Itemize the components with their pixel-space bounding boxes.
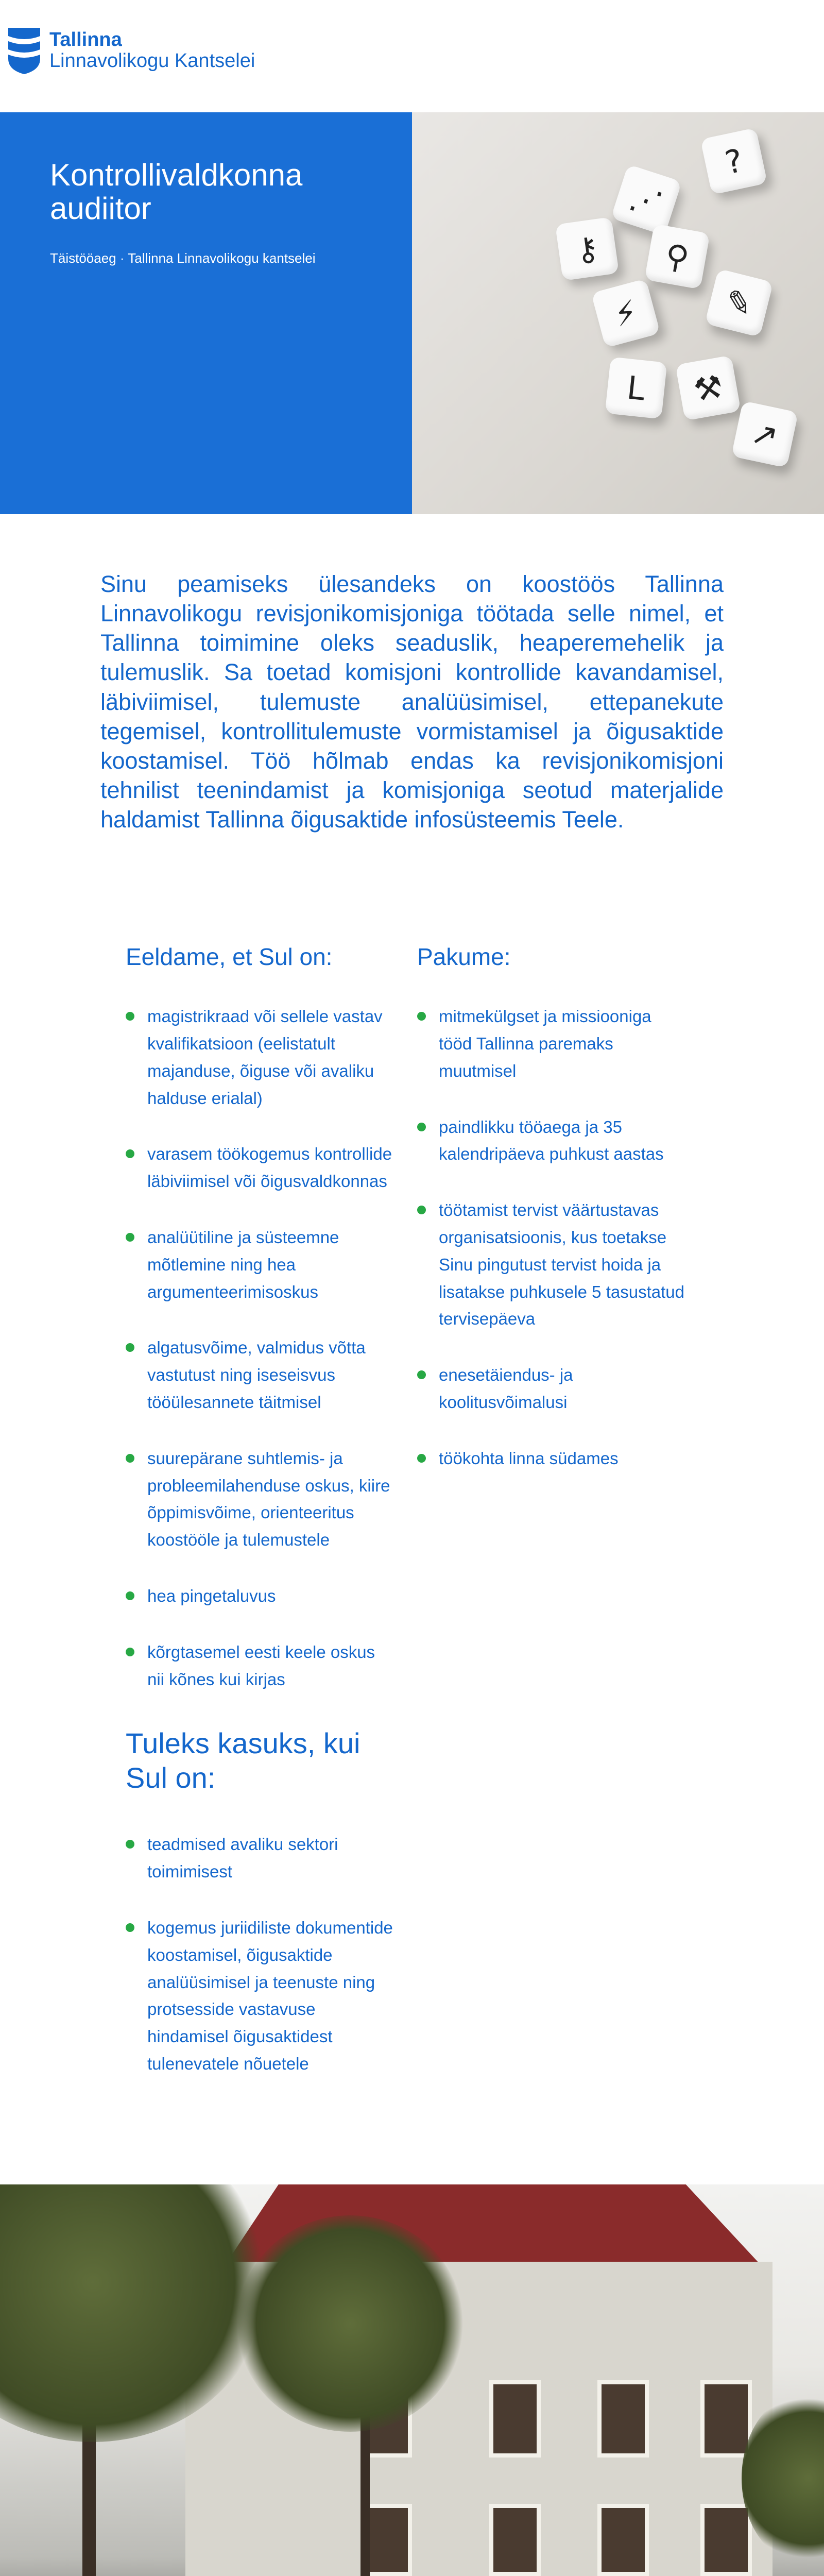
list-item: hea pingetaluvus [126,1583,393,1610]
list-item: magistrikraad või sellele vastav kvalifikatsioon (eelistatult majanduse, õiguse või avaliku halduse erialal) [126,1003,393,1112]
offer-heading: Pakume: [417,943,511,970]
brand-logo[interactable] [6,26,255,75]
requirements-heading: Eeldame, et Sul on: [126,943,333,970]
list-item: suurepärane suhtlemis- ja probleemilahenduse oskus, kiire õppimisvõime, orienteeritus koostööle ja tulemustele [126,1445,393,1554]
list-item: kogemus juriidiliste dokumentide koostamisel, õigusaktide analüüsimisel ja teenuste ning protsesside vastavuse hindamisel õigusaktidest tulenevatele nõuetele [126,1914,393,2078]
window [597,2380,649,2458]
job-subtitle: Täistööaeg · Tallinna Linnavolikogu kantselei [50,250,316,266]
advantage-section [126,1726,393,2107]
top-header [0,0,824,112]
requirements-section [126,943,393,1722]
window [489,2380,541,2458]
list-item: varasem töökogemus kontrollide läbiviimisel või õigusvaldkonnas [126,1141,393,1195]
list-item: algatusvõime, valmidus võtta vastutust ning iseseisvus tööülesannete täitmisel [126,1334,393,1416]
brand-name [49,29,255,72]
brand-line1: Tallinna [49,28,122,50]
advantage-list [126,1831,393,2077]
pattern-die-icon: ⋰ [611,164,682,236]
list-item: paindlikku tööaega ja 35 kalendripäeva puhkust aastas [417,1114,685,1168]
writing-die-icon: ✎ [705,268,773,337]
keyhole-die-icon: ⚷ [555,217,619,281]
job-description: Sinu peamiseks ülesandeks on koostöös Tallinna Linnavolikogu revisjonikomisjoniga töötada selle nimel, et Tallinna toimimine oleks seaduslik, heaperemehelik ja tulemuslik. Sa toetad komisjoni kontrollide kavandamisel, läbiviimisel, tulemuste analüüsimisel, ettepanekute tegemisel, kontrollitulemuste vormistamisel ja õigusaktide koostamisel. Töö hõlmab endas ka revisjonikomisjoni tehnilist teenindamist ja komisjoniga seotud materjalide haldamist Tallinna õigusaktide infosüsteemis Teele. [100,571,724,833]
window [489,2504,541,2576]
hero-panel [0,112,412,514]
arrow-die-icon: ↗ [731,401,798,468]
list-item: teadmised avaliku sektori toimimisest [126,1831,393,1886]
l-die-icon: L [605,357,667,419]
list-item: töökohta linna südames [417,1445,685,1472]
window [700,2504,752,2576]
list-item: mitmekülgset ja missiooniga tööd Tallinna paremaks muutmisel [417,1003,685,1084]
window [700,2380,752,2458]
bulb-die-icon: ⚡ [591,279,661,348]
list-item: kõrgtasemel eesti keele oskus nii kõnes kui kirjas [126,1639,393,1693]
offer-list [417,1003,685,1472]
list-item: enesetäiendus- ja koolitusvõimalusi [417,1362,685,1416]
requirements-list [126,1003,393,1693]
tools-die-icon: ⚒ [675,355,741,420]
offer-section [417,943,685,1501]
brand-line2: Linnavolikogu Kantselei [49,50,255,72]
question-die-icon: ? [700,128,767,195]
list-item: töötamist tervist väärtustavas organisatsioonis, kus toetakse Sinu pingutust tervist hoida ja lisatakse puhkusele 5 tasustatud tervisepäeva [417,1197,685,1333]
tallinn-coat-of-arms-icon [6,26,42,75]
hero-image-dice [412,112,824,514]
tree-canopy [237,2215,464,2432]
office-building-photo [0,2184,824,2576]
job-title: Kontrollivaldkonna audiitor [50,158,303,226]
hero-section [0,112,824,514]
list-item: analüütiline ja süsteemne mõtlemine ning hea argumenteerimisoskus [126,1224,393,1306]
advantage-heading: Tuleks kasuks, kui Sul on: [126,1727,360,1794]
magnifier-die-icon: ⚲ [644,224,710,289]
window [597,2504,649,2576]
